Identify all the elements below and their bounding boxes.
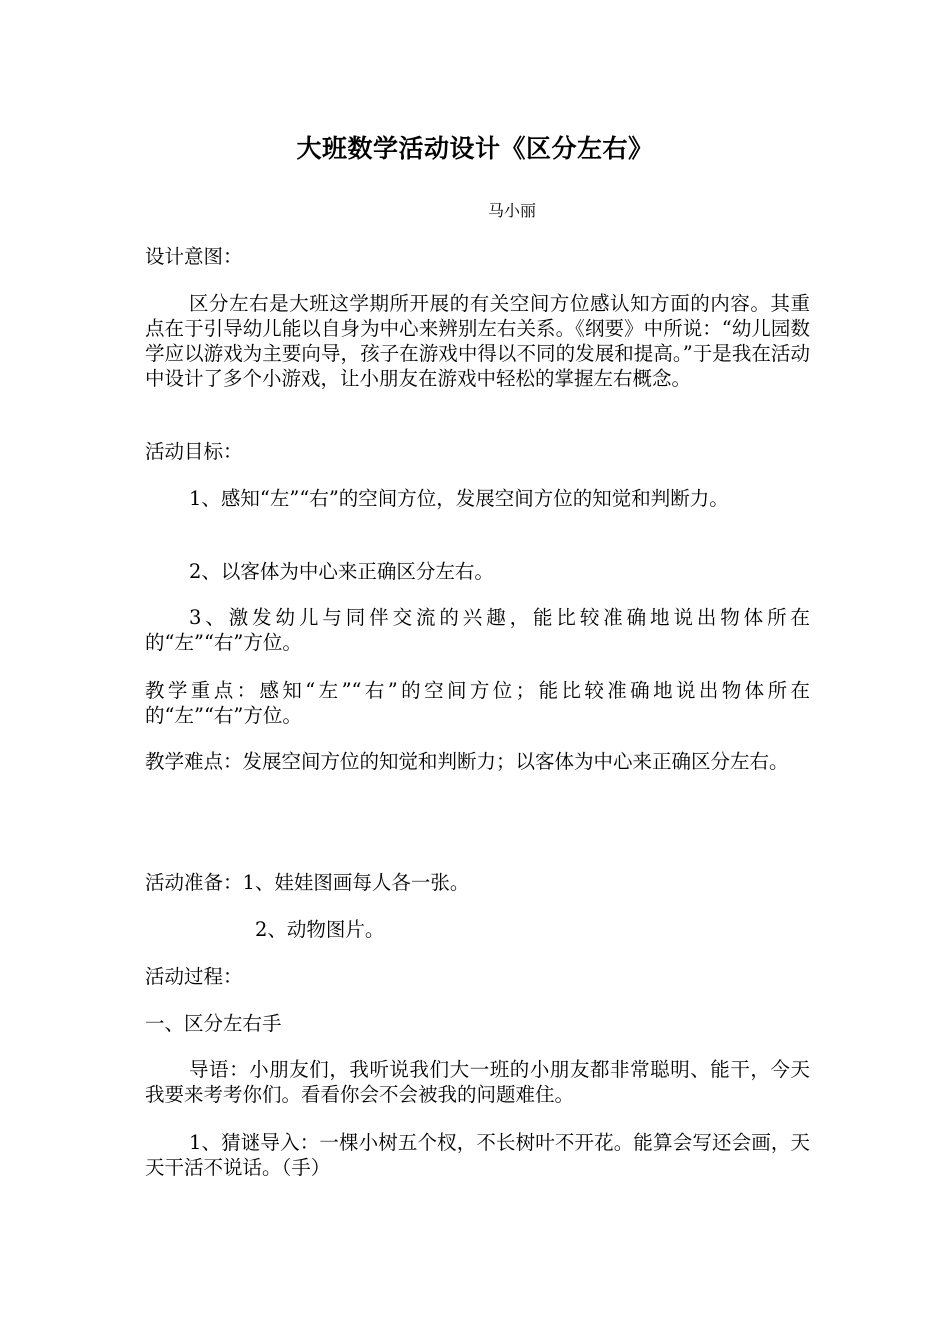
- process-step-1-heading: 一、区分左右手: [145, 1012, 282, 1035]
- goal-item-1: 1、感知“左”“右”的空间方位，发展空间方位的知觉和判断力。: [189, 487, 729, 510]
- paragraph-introduction: 导语：小朋友们，我听说我们大一班的小朋友都非常聪明、能干，今天我要来考考你们。看看你会不会被我的问题难住。: [145, 1058, 810, 1106]
- paragraph-riddle: 1、猜谜导入：一棵小树五个杈，不长树叶不开花。能算会写还会画，天天干活不说话。（手）: [145, 1131, 810, 1179]
- goal-item-2: 2、以客体为中心来正确区分左右。: [189, 560, 494, 583]
- section-heading-process: 活动过程：: [145, 965, 243, 988]
- goal-item-3: 3、激发幼儿与同伴交流的兴趣，能比较准确地说出物体所在的“左”“右”方位。: [145, 606, 810, 654]
- teaching-key-point: 教学重点：感知“左”“右”的空间方位；能比较准确地说出物体所在的“左”“右”方位。: [145, 679, 810, 727]
- preparation-item-1: 活动准备：1、娃娃图画每人各一张。: [145, 871, 470, 894]
- teaching-difficulty: 教学难点：发展空间方位的知觉和判断力；以客体为中心来正确区分左右。: [145, 750, 789, 773]
- preparation-item-2: 2、动物图片。: [255, 918, 385, 941]
- author-name: 马小丽: [488, 201, 537, 220]
- document-title: 大班数学活动设计《区分左右》: [296, 134, 654, 163]
- paragraph-design-intent: 区分左右是大班这学期所开展的有关空间方位感认知方面的内容。其重点在于引导幼儿能以自身为中心来辨别左右关系。《纲要》中所说：“幼儿园数学应以游戏为主要向导，孩子在游戏中得以不同的发展和提高。”于是我在活动中设计了多个小游戏，让小朋友在游戏中轻松的掌握左右概念。: [145, 292, 810, 390]
- section-heading-goals: 活动目标：: [145, 440, 243, 463]
- section-heading-design-intent: 设计意图：: [145, 245, 243, 268]
